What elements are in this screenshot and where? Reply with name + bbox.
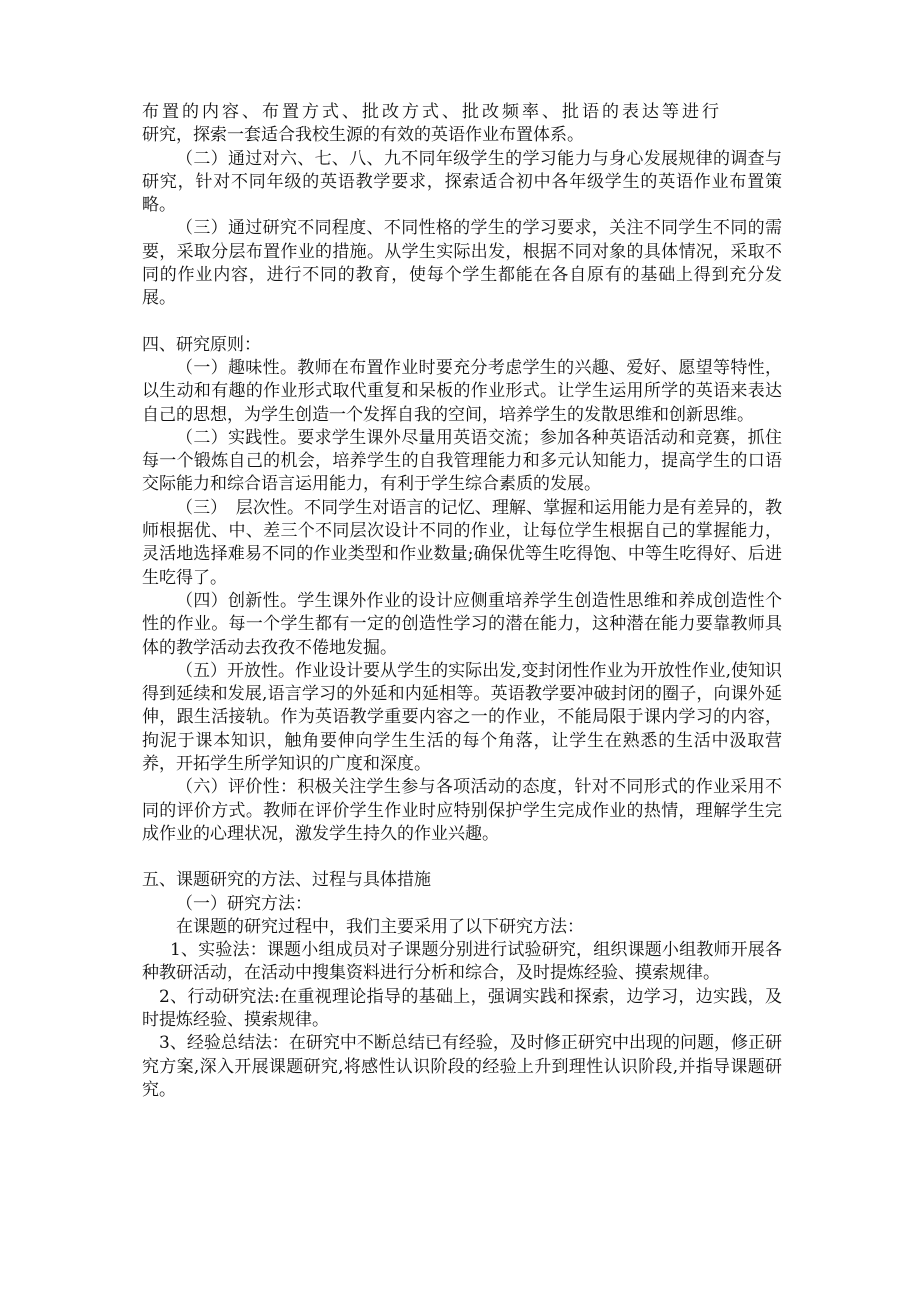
principle-5: （五）开放性。作业设计要从学生的实际出发,变封闭性作业为开放性作业,使知识得到延续和发展,语言学习的外延和内延相等。英语教学要冲破封闭的圈子，向课外延伸，跟生活接轨。作为英语教学重要内容之一的作业，不能局限于课内学习的内容，拘泥于课本知识，触角要伸向学生生活的每个角落，让学生在熟悉的生活中汲取营养，开拓学生所学知识的广度和深度。 [142,660,782,775]
paragraph-intro-line1: 布置的内容、布置方式、批改方式、批改频率、批语的表达等进行 [142,102,722,122]
paragraph-intro-line2: 研究，探索一套适合我校生源的有效的英语作业布置体系。 [142,125,584,146]
method-2: 2、行动研究法:在重视理论指导的基础上，强调实践和探索，边学习，边实践，及时提炼经验、摸索规律。 [142,986,782,1030]
principle-1: （一）趣味性。教师在布置作业时要充分考虑学生的兴趣、爱好、愿望等特性，以生动和有趣的作业形式取代重复和呆板的作业形式。让学生运用所学的英语来表达自己的思想，为学生创造一个发挥自我的空间，培养学生的发散思维和创新思维。 [142,357,782,425]
method-1: 1、实验法：课题小组成员对子课题分别进行试验研究，组织课题小组教师开展各种教研活动，在活动中搜集资料进行分析和综合，及时提炼经验、摸索规律。 [142,940,782,984]
paragraph-spacer [142,311,782,334]
paragraph-objective-3: （三）通过研究不同程度、不同性格的学生的学习要求，关注不同学生不同的需要，采取分层布置作业的措施。从学生实际出发，根据不同对象的具体情况，采取不同的作业内容，进行不同的教育，使每个学生都能在各自原有的基础上得到充分发展。 [142,218,782,309]
method-3: 3、经验总结法：在研究中不断总结已有经验，及时修正研究中出现的问题，修正研究方案,深入开展课题研究,将感性认识阶段的经验上升到理性认识阶段,并指导课题研究。 [142,1033,782,1100]
document-body [142,101,782,1102]
principle-2: （二）实践性。要求学生课外尽量用英语交流；参加各种英语活动和竞赛，抓住每一个锻炼自己的机会，培养学生的自我管理能力和多元认知能力，提高学生的口语交际能力和综合语言运用能力，有利于学生综合素质的发展。 [142,427,782,495]
paragraph-spacer [142,846,782,869]
subsection-heading-methods: （一）研究方法： [176,893,312,914]
section-heading-4: 四、研究原则： [142,334,261,355]
section-heading-5: 五、课题研究的方法、过程与具体措施 [142,870,431,891]
principle-3: （三） 层次性。不同学生对语言的记忆、理解、掌握和运用能力是有差异的，教师根据优、中、差三个不同层次设计不同的作业，让每位学生根据自己的掌握能力，灵活地选择难易不同的作业类型和作业数量;确保优等生吃得饱、中等生吃得好、后进生吃得了。 [142,497,782,588]
paragraph-objective-2: （二）通过对六、七、八、九不同年级学生的学习能力与身心发展规律的调查与研究，针对不同年级的英语教学要求，探索适合初中各年级学生的英语作业布置策略。 [142,148,782,216]
principle-6: （六）评价性：积极关注学生参与各项活动的态度，针对不同形式的作业采用不同的评价方式。教师在评价学生作业时应特别保护学生完成作业的热情，理解学生完成作业的心理状况，激发学生持久的作业兴趣。 [142,777,782,844]
principle-4: （四）创新性。学生课外作业的设计应侧重培养学生创造性思维和养成创造性个性的作业。每一个学生都有一定的创造性学习的潜在能力，这种潜在能力要靠教师具体的教学活动去孜孜不倦地发掘。 [142,590,782,658]
methods-lead: 在课题的研究过程中，我们主要采用了以下研究方法： [176,916,584,937]
